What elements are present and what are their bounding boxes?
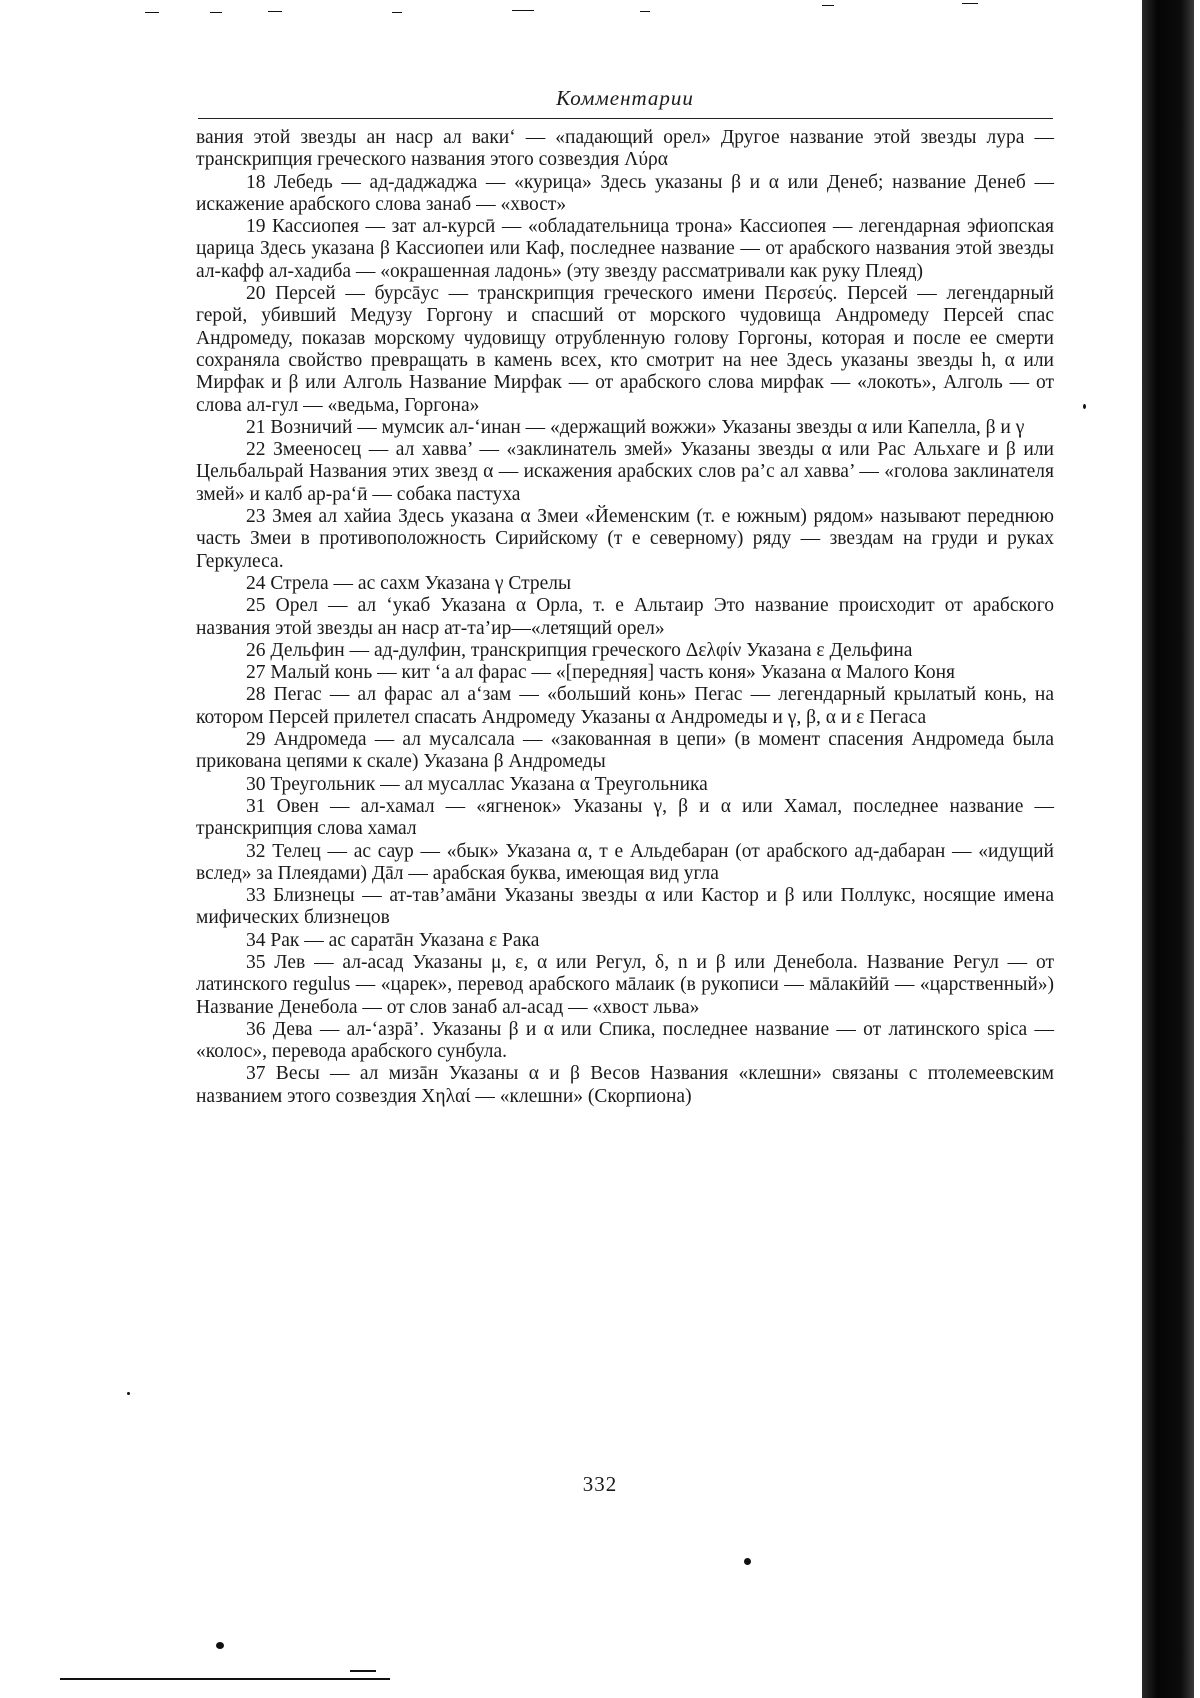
paragraph-30: 30 Треугольник — ал мусаллас Указана α Треугольника	[246, 773, 708, 795]
paragraph-19: 19 Кассиопея — зат ал-курсӣ — «обладательница трона» Кассиопея — легендарная эфиопская царица Здесь указана β Кассиопеи или Каф, последнее название — от арабского названия этой звезды ал-кафф ал-хадиба — «окрашенная ладонь» (эту звезду рассматривали как руку Плеяд)	[196, 216, 1054, 282]
paragraph-17-cont: вания этой звезды ан наср ал ваки‘ — «падающий орел» Другое название этой звезды лура — транскрипция греческого названия этого созвездия Λύρα	[196, 127, 1054, 171]
scan-speck	[216, 1642, 224, 1649]
scan-speck	[744, 1558, 751, 1565]
scan-edge-mark	[210, 12, 222, 13]
scan-speck	[127, 1392, 130, 1395]
paragraph-24: 24 Стрела — ас сахм Указана γ Стрелы	[246, 572, 572, 594]
scan-edge-mark	[962, 3, 978, 4]
paragraph-21: 21 Возничий — мумсик ал-‘инан — «держащий вожжи» Указаны звезды α или Капелла, β и γ	[246, 416, 1025, 438]
commentary-text	[196, 127, 1054, 1108]
paragraph-32: 32 Телец — ас саур — «бык» Указана α, т е Альдебаран (от арабского ад-дабаран — «идущий вслед» за Плеядами) Дāл — арабская буква, имеющая вид угла	[196, 840, 1054, 884]
scan-edge-mark	[145, 12, 159, 13]
paragraph-20: 20 Персей — бурсāус — транскрипция греческого имени Περσεύς. Персей — легендарный герой, убивший Медузу Горгону и спасший от морского чудовища Андромеду Персей спас Андромеду, показав морскому чудовищу отрубленную голову Горгоны, которая и после ее смерти сохраняла свойство превращать в камень всех, кто смотрит на нее Здесь указаны звезды h, α или Мирфак и β или Алголь Название Мирфак — от арабского слова мирфак — «локоть», Алголь — от слова ал-гул — «ведьма, Горгона»	[196, 283, 1054, 416]
paragraph-31: 31 Овен — ал-хамал — «ягненок» Указаны γ, β и α или Хамал, последнее название — транскрипция слова хамал	[196, 795, 1054, 840]
paragraph-28: 28 Пегас — ал фарас ал а‘зам — «больший конь» Пегас — легендарный крылатый конь, на котором Персей прилетел спасать Андромеду Указаны α Андромеды и γ, β, α и ε Пегаса	[196, 684, 1054, 728]
paragraph-33: 33 Близнецы — ат-тав’амāни Указаны звезды α или Кастор и β или Поллукс, носящие имена мифических близнецов	[196, 885, 1054, 929]
page-number: 332	[582, 1472, 618, 1496]
paragraph-37: 37 Весы — ал мизāн Указаны α и β Весов Названия «клешни» связаны с птолемеевским названием этого созвездия Χηλαί — «клешни» (Скорпиона)	[196, 1063, 1054, 1107]
scan-edge-mark	[60, 1678, 390, 1680]
paragraph-36: 36 Дева — ал-‘азрā’. Указаны β и α или Спика, последнее название — от латинского spica — «колос», перевода арабского сунбула.	[196, 1018, 1054, 1063]
paragraph-26: 26 Дельфин — ад-дулфин, транскрипция греческого Δελφίν Указана ε Дельфина	[246, 639, 913, 661]
scan-edge-mark	[640, 11, 650, 12]
header-rule	[198, 118, 1053, 119]
paragraph-35: 35 Лев — ал-асад Указаны μ, ε, α или Регул, δ, n и β или Денебола. Название Регул — от латинского regulus — «царек», перевод арабского мāлаик (в рукописи — мāлакӣйӣ — «царственный») Название Денебола — от слов занаб ал-асад — «хвост льва»	[196, 951, 1054, 1018]
scan-edge-mark	[350, 1670, 376, 1672]
scan-edge-mark	[392, 12, 402, 13]
paragraph-18: 18 Лебедь — ад-даджаджа — «курица» Здесь указаны β и α или Денеб; название Денеб — искажение арабского слова занаб — «хвост»	[196, 171, 1054, 215]
paragraph-27: 27 Малый конь — кит ‘а ал фарас — «[передняя] часть коня» Указана α Малого Коня	[246, 662, 955, 684]
paragraph-25: 25 Орел — ал ‘укаб Указана α Орла, т. е Альтаир Это название происходит от арабского названия этой звезды ан наср ат-та’ир—«летящий орел»	[196, 595, 1054, 639]
scan-edge-mark	[822, 5, 834, 6]
paragraph-29: 29 Андромеда — ал мусалсала — «закованная в цепи» (в момент спасения Андромеда была прикована цепями к скале) Указана β Андромеды	[196, 729, 1054, 773]
paragraph-23: 23 Змея ал хайиа Здесь указана α Змеи «Йеменским (т. е южным) рядом» называют переднюю часть Змеи в противоположность Сирийскому (т е северному) ряду — звездам на груди и руках Геркулеса.	[196, 506, 1054, 572]
paragraph-22: 22 Змееносец — ал хавва’ — «заклинатель змей» Указаны звезды α или Рас Альхаге и β или Цельбальрай Названия этих звезд α — искажения арабских слов ра’с ал хавва’ — «голова заклинателя змей» и калб ар-ра‘ӣ — собака пастуха	[196, 439, 1054, 505]
paragraph-34: 34 Рак — ас саратāн Указана ε Рака	[246, 929, 540, 951]
scan-speck	[1083, 404, 1086, 409]
scan-binding-shadow	[1142, 0, 1194, 1698]
page	[196, 84, 1054, 1108]
scan-edge-mark	[512, 10, 534, 11]
scan-edge-mark	[268, 11, 282, 12]
running-header: Комментарии	[556, 86, 694, 110]
